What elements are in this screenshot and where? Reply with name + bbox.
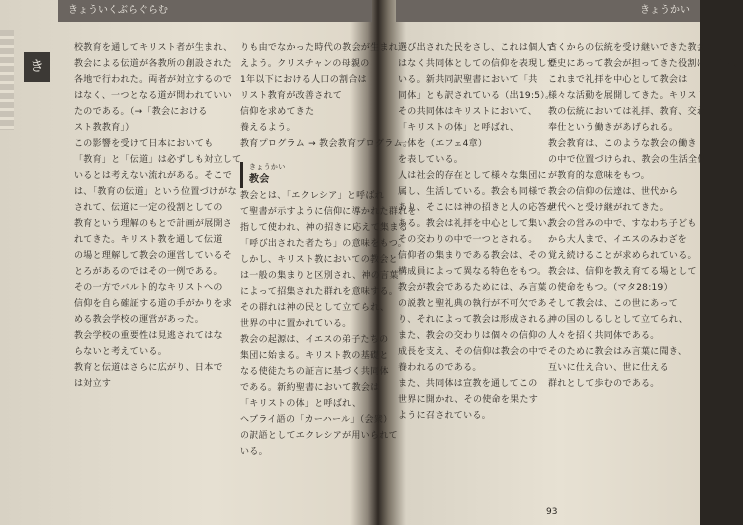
- left-page-column-2: [240, 40, 417, 460]
- left-page-column-1: [74, 40, 242, 392]
- text-line: 教会による伝道が各教所の創設された: [74, 59, 233, 69]
- text-line: されて、伝道に一定の役割としての: [74, 203, 223, 213]
- entry-title: 教会: [249, 174, 270, 185]
- text-line: 一体を（エフェ4章）: [398, 139, 488, 149]
- text-line: は一般の集まりと区別され、神の言葉: [240, 271, 399, 281]
- text-line: 世界の中に置かれている。: [240, 319, 352, 329]
- text-line: スト教教育」）: [74, 123, 135, 133]
- text-line: いるとは考えない流れがある。そこで: [74, 171, 233, 181]
- text-line: 世界に開かれ、その使命を果たす: [398, 395, 539, 405]
- text-line: 各地で行われた。両者が対立するので: [74, 75, 233, 85]
- right-page-column-2: [548, 40, 743, 392]
- text-line: 教会学校の重要性は見逃されてはな: [74, 331, 223, 341]
- text-line: 「教育」と「伝道」は必ずしも対立して: [74, 155, 242, 165]
- text-line: 世代へと受け継がれてきた。: [548, 203, 669, 213]
- text-line: 教会教育は、このような教会の働き: [548, 139, 697, 149]
- text-line: て聖書が示すように信仰に導かれた群れを: [240, 207, 417, 217]
- text-line: その群れは神の民として立てられ、: [240, 303, 390, 313]
- text-line: の場と理解して教会の運営しているそ: [74, 251, 233, 261]
- tab-index-marker: き: [24, 52, 50, 82]
- text-line: 信仰者の集まりである教会は、その: [398, 251, 547, 261]
- text-line: しかし、キリスト教においての教会と: [240, 255, 398, 265]
- text-line: 信仰を求めてきた: [240, 107, 315, 117]
- text-line: 教会の起源は、イエスの弟子たちの: [240, 335, 389, 345]
- text-line: が教育的な意味をもつ。: [548, 171, 650, 181]
- text-line: 構成員によって異なる特色をもつ。: [398, 267, 547, 277]
- text-line: また、教会の交わりは個々の信仰の: [398, 331, 547, 341]
- text-line: の使命をもつ。（マタ28:19）: [548, 283, 673, 293]
- text-line: とろがあるのではその一例である。: [74, 267, 223, 277]
- page-number: 93: [546, 507, 558, 517]
- text-line: その共同体はキリストにおいて、: [398, 107, 538, 117]
- text-line: 同体」とも訳されている（出19:5）。: [398, 91, 555, 101]
- text-line: なる使徒たちの証言に基づく共同体: [240, 367, 389, 377]
- text-line: から大人まで、イエスのみわざを: [548, 235, 687, 245]
- text-line: れてきた。キリスト教を通して伝道: [74, 235, 223, 245]
- text-line: 教の伝統においては礼拝、教育、交わり、: [548, 107, 725, 117]
- text-line: ヘブライ語の「カーハール」（会衆）: [240, 415, 393, 425]
- text-line: いる。: [240, 447, 268, 457]
- text-line: 教会の営みの中で、すなわち子ども: [548, 219, 697, 229]
- text-line: りも由でなかった時代の教会が生まれ: [240, 43, 399, 53]
- text-line: 1年以下における人口の割合は: [240, 75, 367, 85]
- entry-reading: きょうかい: [249, 163, 286, 171]
- text-line: 様々な活動を展開してきた。キリスト: [548, 91, 706, 101]
- text-line: 人々を招く共同体である。: [548, 331, 660, 341]
- text-line: り、それによって教会は形成される。: [398, 315, 557, 325]
- text-line: ある。教会は礼拝を中心として集い、: [398, 219, 557, 229]
- text-line: 「キリストの体」と呼ばれ、: [240, 399, 362, 409]
- running-head-left-text: きょういくぶらぐらむ: [68, 5, 168, 16]
- text-line: によって招集された群れを意味する。: [240, 287, 399, 297]
- text-line: 神の国のしるしとして立てられ、: [548, 315, 689, 325]
- text-line: の訳語としてエクレシアが用いられて: [240, 431, 398, 441]
- running-head-right-text: きょうかい: [640, 5, 690, 16]
- text-line: 教育という理解のもとで計画が展開さ: [74, 219, 233, 229]
- text-line: 教育プログラム → 教会教育プログラム。: [240, 139, 413, 149]
- text-line: 教育と伝道はさらに広がり、日本で: [74, 363, 223, 373]
- text-line: める教会学校の運営があった。: [74, 315, 205, 325]
- text-line: リスト教育が改善されて: [240, 91, 343, 101]
- text-line: である。新約聖書において教会は: [240, 383, 380, 393]
- text-line: 互いに仕え合い、世に仕える: [548, 363, 669, 373]
- text-line: らないと考えている。: [74, 347, 168, 357]
- text-line: 覚え続けることが求められている。: [548, 251, 697, 261]
- text-line: 養われるのである。: [398, 363, 482, 373]
- text-line: はなく共同体としての信仰を表現して: [398, 59, 557, 69]
- text-line: あり、そこには神の招きと人の応答が: [398, 203, 557, 213]
- text-line: 属し、生活している。教会も同様で: [398, 187, 547, 197]
- text-line: 奉仕という働きがあげられる。: [548, 123, 679, 133]
- text-line: 歴史にあって教会が担ってきた役割は大きい。: [548, 59, 743, 69]
- right-page-column-1: [398, 40, 557, 424]
- text-line: 選び出された民をさし、これは個人で: [398, 43, 557, 53]
- running-head-left: [58, 0, 372, 22]
- text-line: 校教育を通してキリスト者が生まれ、: [74, 43, 233, 53]
- right-page: [396, 0, 743, 525]
- text-line: 「呼び出された者たち」の意味をもつ。: [240, 239, 408, 249]
- text-line: 「キリストの体」と呼ばれ、: [398, 123, 520, 133]
- text-line: は、「教育の伝道」という位置づけがな: [74, 187, 237, 197]
- text-line: 成長を支え、その信仰は教会の中で: [398, 347, 548, 357]
- text-line: 教会が教会であるためには、み言葉: [398, 283, 547, 293]
- text-line: 教会の信仰の伝達は、世代から: [548, 187, 679, 197]
- text-line: はなく、一つとなる道が問われていい: [74, 91, 232, 101]
- text-line: 教会は、信仰を教え育てる場として: [548, 267, 697, 277]
- text-line: えよう。クリスチャンの母親の: [240, 59, 370, 69]
- text-line: の説教と聖礼典の執行が不可欠であ: [398, 299, 547, 309]
- text-line: そのために教会はみ言葉に聞き、: [548, 347, 688, 357]
- text-line: 人は社会的存在として様々な集団に: [398, 171, 547, 181]
- text-line: は対立す: [74, 379, 112, 389]
- text-line: 信仰を自ら確証する道の手がかりを求: [74, 299, 233, 309]
- text-line: 集団に始まる。キリスト教の基礎と: [240, 351, 389, 361]
- text-line: また、共同体は宣教を通してこの: [398, 379, 538, 389]
- text-line: そして教会は、この世にあって: [548, 299, 679, 309]
- text-line: ように召されている。: [398, 411, 492, 421]
- running-head-right: [396, 0, 700, 22]
- text-line: その交わりの中で一つとされる。: [398, 235, 538, 245]
- text-line: いる。新共同訳聖書において「共: [398, 75, 538, 85]
- text-line: この影響を受けて日本においても: [74, 139, 214, 149]
- text-line: 古くからの伝統を受け継いできた教会の: [548, 43, 716, 53]
- text-line: 指して使われ、神の招きに応えて集まる: [240, 223, 408, 233]
- text-line: これまで礼拝を中心として教会は: [548, 75, 688, 85]
- entry-heading-box: [240, 162, 370, 188]
- text-line: たのである。（→「教会における: [74, 107, 208, 117]
- text-line: を表している。: [398, 155, 464, 165]
- text-line: その一方でバルト的なキリストへの: [74, 283, 223, 293]
- text-line: 教会とは、「エクレシア」と呼ばれ: [240, 191, 385, 201]
- text-line: 養えるよう。: [240, 123, 296, 133]
- text-line: 群れとして歩むのである。: [548, 379, 660, 389]
- text-line: の中で位置づけられ、教会の生活全体: [548, 155, 707, 165]
